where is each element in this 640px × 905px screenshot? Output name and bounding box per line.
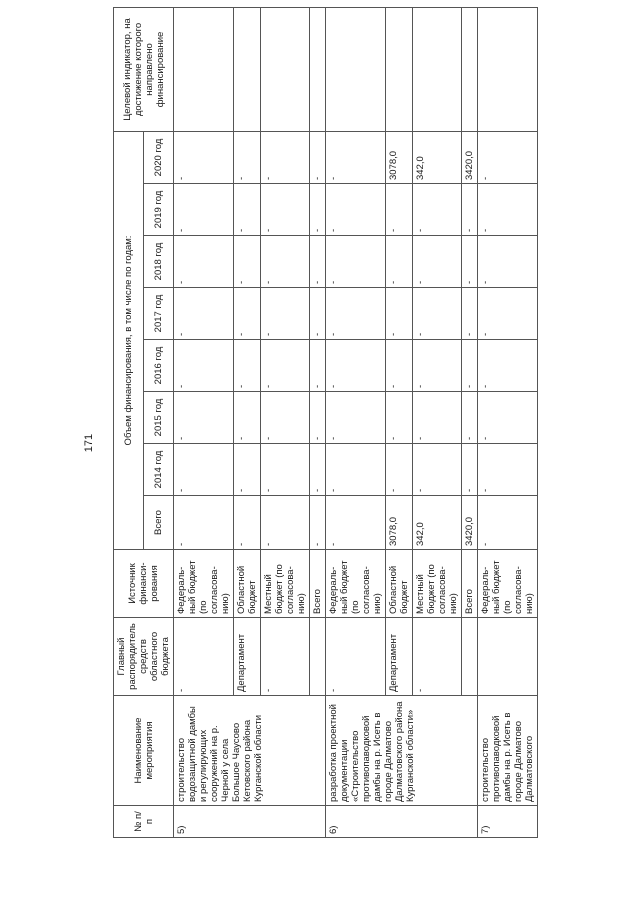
admin-cell [462,618,478,696]
total-cell: - [234,496,261,550]
measure-name: строительство противопаводковой дамбы на р. Исеть в городе Далматово Далматовского [478,696,538,806]
year-cell: - [174,236,234,288]
year-cell: - [413,340,462,392]
year-cell: - [174,340,234,392]
year-cell: - [234,392,261,444]
source-cell: Федераль- ный бюджет (по согласова- нию) [174,550,234,618]
total-cell: - [478,496,538,550]
year-cell: 3420,0 [462,131,478,183]
indicator-cell [326,7,386,131]
year-cell: - [261,444,310,496]
header-admin: Главный распорядитель средств областного бюджета [114,618,174,696]
year-cell: - [413,444,462,496]
admin-cell: - [261,618,310,696]
year-cell: - [386,392,413,444]
source-cell: Федераль- ный бюджет (по согласова- нию) [326,550,386,618]
measure-name: разработка проектной документации «Строительство противопаводковой дамбы на р. Исеть в городе Далматово Далматовского района Курганской области» [326,696,478,806]
total-cell: - [261,496,310,550]
year-cell: - [174,444,234,496]
year-cell: - [462,184,478,236]
row-number: 7) [478,806,538,838]
source-cell: Областной бюджет [234,550,261,618]
year-cell: - [413,184,462,236]
header-indicator: Целевой индикатор, на достижение которого направлено финансирование [114,7,174,131]
year-cell: - [261,131,310,183]
year-cell: - [310,340,326,392]
year-cell: - [261,184,310,236]
indicator-cell [386,7,413,131]
year-cell: - [261,392,310,444]
year-cell: - [462,444,478,496]
year-cell: - [310,392,326,444]
source-cell: Всего [462,550,478,618]
year-cell: - [234,184,261,236]
header-num: № п/п [114,806,174,838]
year-cell: - [234,288,261,340]
source-cell: Местный бюджет (по согласова- нию) [261,550,310,618]
admin-cell: Департамент [234,618,261,696]
year-cell: - [261,236,310,288]
year-cell: - [326,392,386,444]
total-cell: - [326,496,386,550]
year-cell: - [326,444,386,496]
indicator-cell [174,7,234,131]
header-volume: Объем финансирования, в том числе по годам: [114,131,144,549]
table-row [326,7,386,837]
year-cell: - [386,444,413,496]
admin-cell [478,618,538,696]
year-cell: - [326,288,386,340]
source-cell: Местный бюджет (по согласова- нию) [413,550,462,618]
year-cell: - [386,340,413,392]
year-cell: - [310,184,326,236]
year-cell: - [234,131,261,183]
year-cell: - [478,184,538,236]
measure-name: строительство водозащитной дамбы и регулирующих сооружений на р. Черной у села Большое Чаусово Кетовского района Курганской области [174,696,326,806]
year-cell: - [386,288,413,340]
year-cell: - [478,236,538,288]
year-cell: - [478,444,538,496]
total-cell: - [310,496,326,550]
total-cell: 342,0 [413,496,462,550]
year-cell: - [413,236,462,288]
year-cell: - [386,236,413,288]
year-cell: - [326,131,386,183]
admin-cell: Департамент [386,618,413,696]
rotated-table-container [113,18,609,838]
header-year: 2017 год [144,288,174,340]
table-row [174,7,234,837]
source-cell: Всего [310,550,326,618]
year-cell: - [478,340,538,392]
total-cell: 3078,0 [386,496,413,550]
year-cell: 3078,0 [386,131,413,183]
year-cell: - [326,340,386,392]
year-cell: - [478,392,538,444]
year-cell: - [310,131,326,183]
admin-cell [310,618,326,696]
total-cell: - [174,496,234,550]
financing-table [113,7,538,838]
year-cell: - [326,184,386,236]
admin-cell: - [326,618,386,696]
row-number: 5) [174,806,326,838]
year-cell: - [462,288,478,340]
year-cell: - [462,392,478,444]
header-source: Источник финанси- рования [114,550,174,618]
indicator-cell [413,7,462,131]
year-cell: - [413,392,462,444]
source-cell: Областной бюджет [386,550,413,618]
year-cell: - [386,184,413,236]
year-cell: 342,0 [413,131,462,183]
header-name: Наименование мероприятия [114,696,174,806]
year-cell: - [310,288,326,340]
header-year: 2020 год [144,131,174,183]
header-row-1 [114,7,144,837]
indicator-cell [478,7,538,131]
year-cell: - [174,392,234,444]
header-year: 2018 год [144,236,174,288]
year-cell: - [478,131,538,183]
header-year: 2019 год [144,184,174,236]
year-cell: - [478,288,538,340]
year-cell: - [413,288,462,340]
source-cell: Федераль- ный бюджет (по согласова- нию) [478,550,538,618]
header-year: 2015 год [144,392,174,444]
year-cell: - [174,184,234,236]
indicator-cell [310,7,326,131]
total-cell: 3420,0 [462,496,478,550]
year-cell: - [234,236,261,288]
year-cell: - [174,288,234,340]
header-total: Всего [144,496,174,550]
indicator-cell [261,7,310,131]
year-cell: - [234,340,261,392]
indicator-cell [462,7,478,131]
year-cell: - [261,288,310,340]
year-cell: - [310,444,326,496]
admin-cell: - [174,618,234,696]
row-number: 6) [326,806,478,838]
indicator-cell [234,7,261,131]
header-year: 2014 год [144,444,174,496]
year-cell: - [326,236,386,288]
header-year: 2016 год [144,340,174,392]
page-number: 171 [83,433,95,453]
year-cell: - [261,340,310,392]
admin-cell: - [413,618,462,696]
table-row [478,7,538,837]
year-cell: - [234,444,261,496]
year-cell: - [462,340,478,392]
year-cell: - [174,131,234,183]
year-cell: - [310,236,326,288]
year-cell: - [462,236,478,288]
